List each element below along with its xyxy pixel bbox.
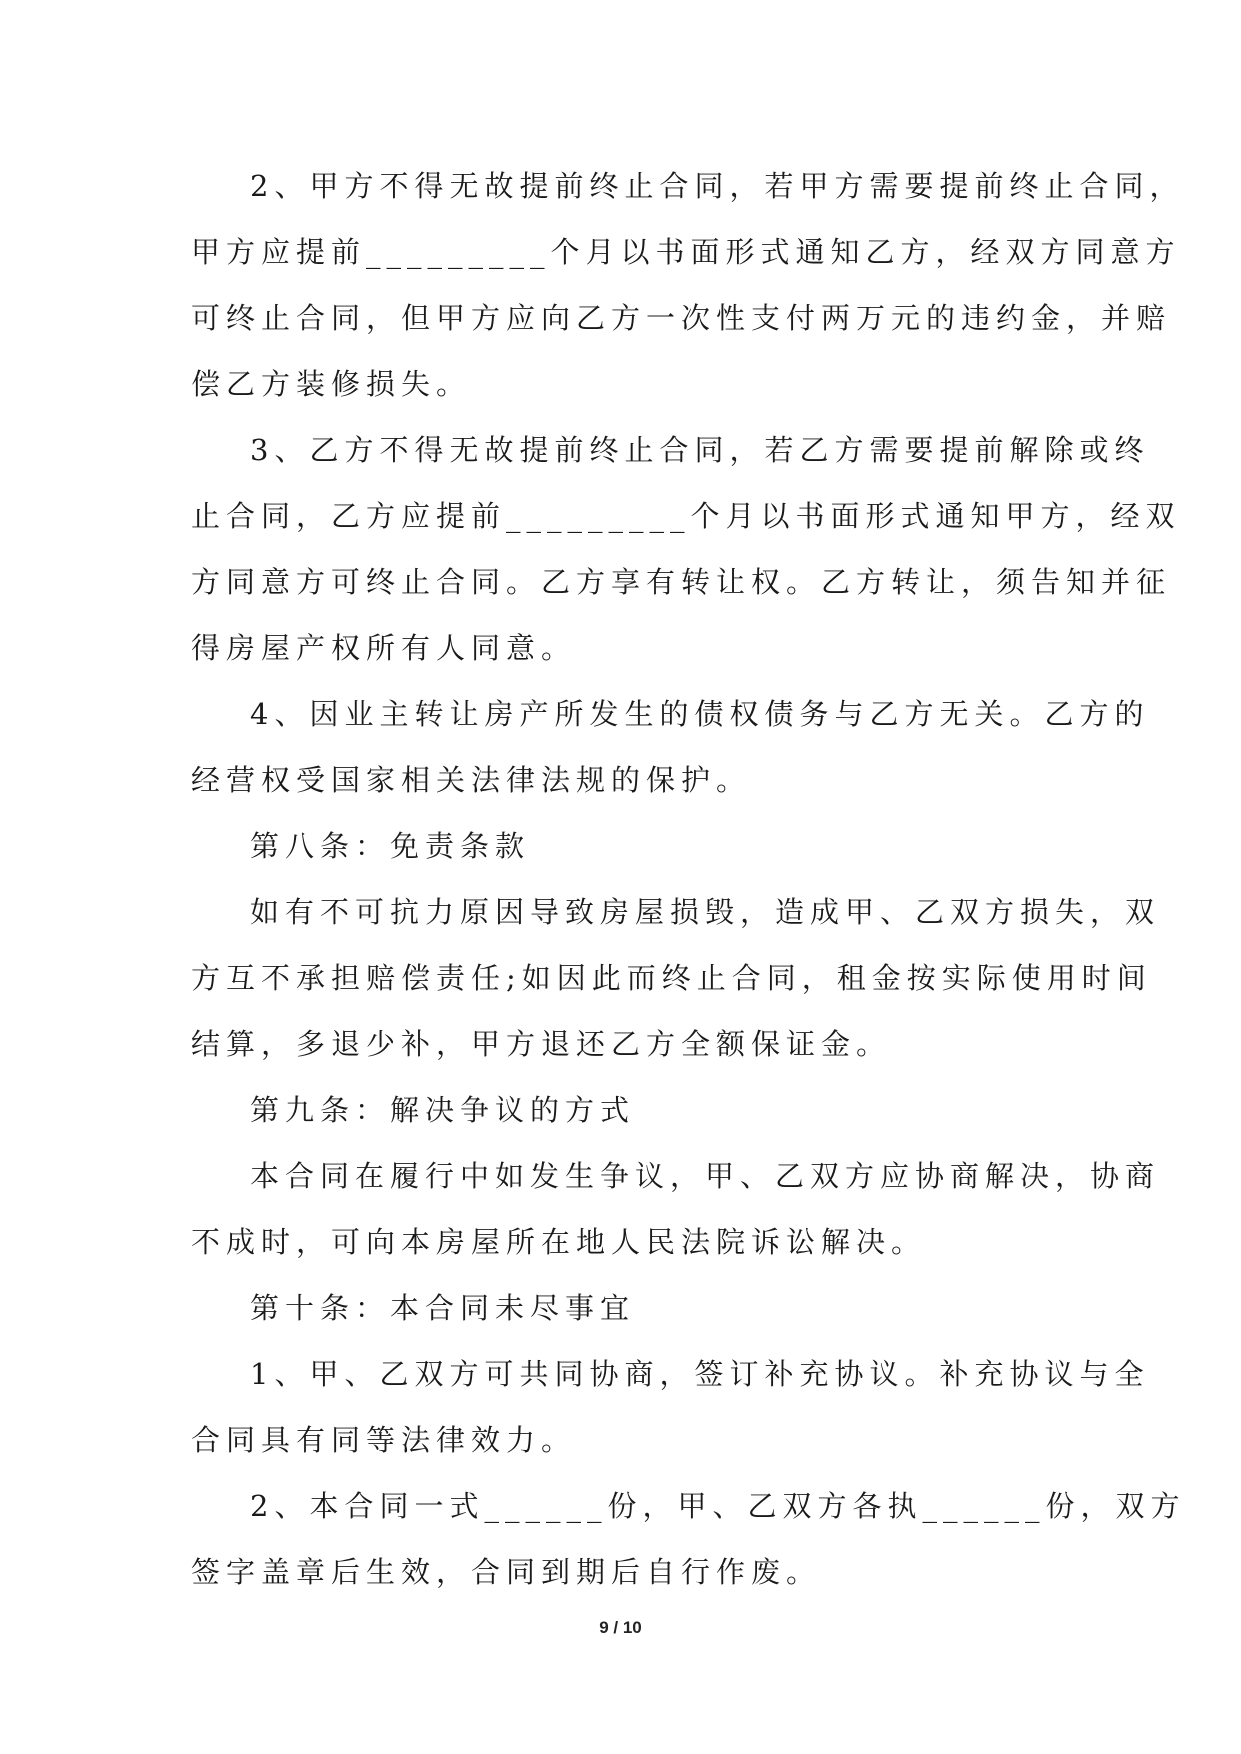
text-line (0, 694, 1241, 734)
text-line (0, 562, 1241, 602)
section-heading (0, 1288, 1241, 1328)
text-line (0, 1024, 1241, 1064)
text-line (0, 1354, 1241, 1394)
text-line (0, 1420, 1241, 1460)
line-text: 方同意方可终止合同。乙方享有转让权。乙方转让，须告知并征 (191, 565, 1172, 599)
text-line (0, 1222, 1241, 1262)
line-text: 不成时，可向本房屋所在地人民法院诉讼解决。 (191, 1225, 927, 1259)
line-text: 2、本合同一式______份，甲、乙双方各执______份，双方 (250, 1489, 1186, 1523)
line-text: 偿乙方装修损失。 (191, 367, 472, 401)
text-line (0, 958, 1241, 998)
line-text: 甲方应提前_________个月以书面形式通知乙方，经双方同意方 (191, 235, 1181, 269)
text-line (0, 892, 1241, 932)
text-line (0, 496, 1241, 536)
line-text: 4、因业主转让房产所发生的债权债务与乙方无关。乙方的 (250, 697, 1150, 731)
line-text: 经营权受国家相关法律法规的保护。 (191, 763, 752, 797)
line-text: 3、乙方不得无故提前终止合同，若乙方需要提前解除或终 (250, 433, 1150, 467)
heading-text: 第十条：本合同未尽事宜 (250, 1291, 636, 1325)
text-line (0, 166, 1241, 206)
line-text: 签字盖章后生效，合同到期后自行作废。 (191, 1555, 822, 1589)
text-line (0, 298, 1241, 338)
heading-text: 第九条：解决争议的方式 (250, 1093, 636, 1127)
line-text: 如有不可抗力原因导致房屋损毁，造成甲、乙双方损失，双 (250, 895, 1161, 929)
line-text: 结算，多退少补，甲方退还乙方全额保证金。 (191, 1027, 892, 1061)
line-text: 本合同在履行中如发生争议，甲、乙双方应协商解决，协商 (250, 1159, 1161, 1193)
heading-text: 第八条：免责条款 (250, 829, 531, 863)
text-line (0, 760, 1241, 800)
line-text: 1、甲、乙双方可共同协商，签订补充协议。补充协议与全 (250, 1357, 1150, 1391)
text-line (0, 1486, 1241, 1526)
page-number: 9 / 10 (599, 1618, 642, 1637)
text-line (0, 364, 1241, 404)
line-text: 可终止合同，但甲方应向乙方一次性支付两万元的违约金，并赔 (191, 301, 1172, 335)
line-text: 2、甲方不得无故提前终止合同，若甲方需要提前终止合同， (250, 169, 1185, 203)
line-text: 方互不承担赔偿责任;如因此而终止合同，租金按实际使用时间 (191, 961, 1152, 995)
text-line (0, 628, 1241, 668)
section-heading (0, 826, 1241, 866)
line-text: 合同具有同等法律效力。 (191, 1423, 577, 1457)
text-line (0, 430, 1241, 470)
line-text: 止合同，乙方应提前_________个月以书面形式通知甲方，经双 (191, 499, 1181, 533)
text-line (0, 1552, 1241, 1592)
line-text: 得房屋产权所有人同意。 (191, 631, 577, 665)
text-line (0, 1156, 1241, 1196)
text-line (0, 232, 1241, 272)
section-heading (0, 1090, 1241, 1130)
